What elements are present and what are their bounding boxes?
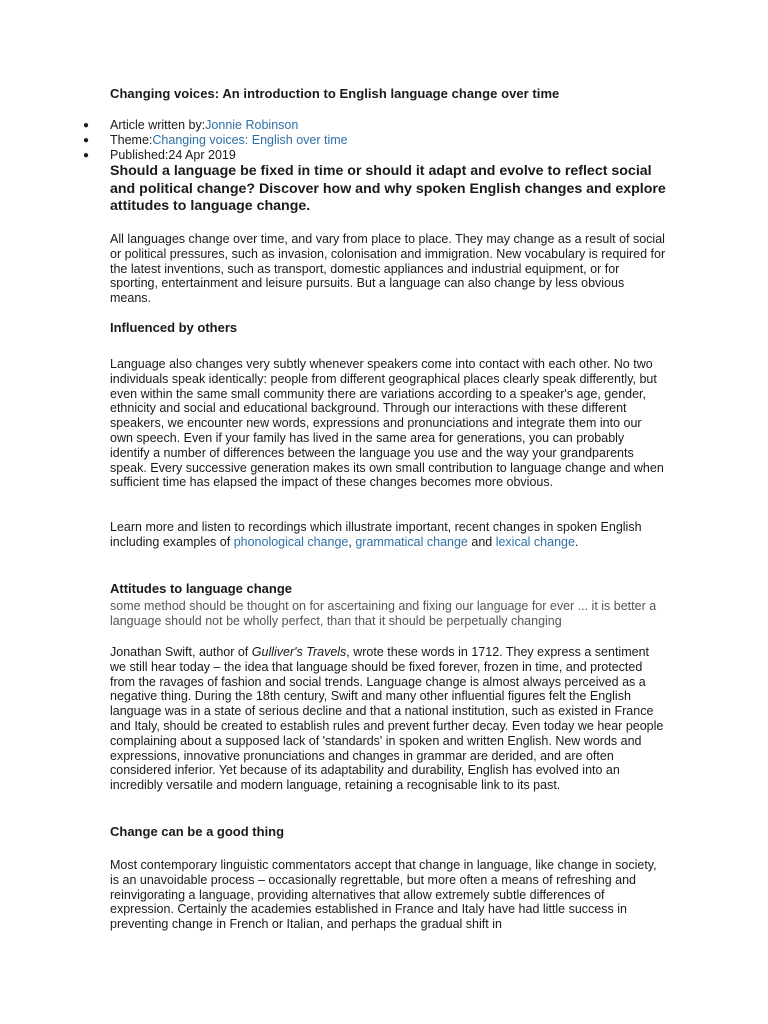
published-date: 24 Apr 2019 xyxy=(168,148,236,162)
book-title: Gulliver's Travels xyxy=(251,645,347,659)
author-link[interactable]: Jonnie Robinson xyxy=(205,118,299,132)
bullet-icon: ● xyxy=(83,120,90,131)
section-heading-influenced: Influenced by others xyxy=(110,320,238,335)
published-label: Published: xyxy=(110,148,169,162)
good-thing-paragraph: Most contemporary linguistic commentators accept that change in language, like change in society, is an unavoidable process – occasionally regrettable, but more often a means of refreshing and reinvigorating a language, providing alternatives that allow extremely subtle differences of expression. Certainly the academies established in France and Italy have had little success in preventing change in French or Italian, and perhaps the gradual shift in xyxy=(110,858,657,932)
meta-published xyxy=(83,148,348,163)
lexical-change-link[interactable]: lexical change xyxy=(495,534,575,549)
article-meta-list xyxy=(83,118,348,163)
article-lead: Should a language be fixed in time or should it adapt and evolve to reflect social and political change? Discover how and why spoken English changes and explore attitudes to language change. xyxy=(110,163,666,214)
separator-text: , xyxy=(348,534,356,549)
period-text: . xyxy=(574,534,579,549)
swift-paragraph xyxy=(110,645,666,793)
swift-intro-text: Jonathan Swift, author of xyxy=(110,645,252,659)
intro-paragraph: All languages change over time, and vary from place to place. They may change as a result of social or political pressures, such as invasion, colonisation and immigration. New vocabulary is required for the latest inventions, such as transport, domestic appliances and industrial equipment, or for sporting, entertainment and leisure pursuits. But a language can also change by less obvious means. xyxy=(110,232,666,306)
section-heading-good-thing: Change can be a good thing xyxy=(110,824,285,839)
author-label: Article written by: xyxy=(110,118,206,132)
meta-author xyxy=(83,118,348,133)
section-heading-attitudes: Attitudes to language change xyxy=(110,581,293,596)
article-title: Changing voices: An introduction to English language change over time xyxy=(110,86,560,101)
bullet-icon: ● xyxy=(83,135,90,146)
learn-more-paragraph xyxy=(110,520,666,550)
bullet-icon: ● xyxy=(83,150,90,161)
grammatical-change-link[interactable]: grammatical change xyxy=(355,534,468,549)
theme-label: Theme: xyxy=(110,133,153,147)
separator-text: and xyxy=(467,534,496,549)
meta-theme xyxy=(83,133,348,148)
theme-link[interactable]: Changing voices: English over time xyxy=(152,133,348,147)
swift-quote: some method should be thought on for ascertaining and fixing our language for ever ... it is better a language should not be wholly perfect, than that it should be perpetually changing xyxy=(110,599,657,628)
swift-body-text: , wrote these words in 1712. They express a sentiment we still hear today – the idea that language should be fixed forever, frozen in time, and protected from the ravages of fashion and social trends. Language change is almost always perceived as a negative thing. During the 18th century, Swift and many other influential figures felt the English language was in a state of serious decline and that a national institution, such as existed in France and Italy, should be created to establish rules and prevent further decay. Even today we hear people complaining about a supposed lack of 'standards' in spoken and written English. New words and expressions, innovative pronunciations and changes in grammar are derided, and are often considered inferior. Yet because of its adaptability and durability, English has evolved into an incredibly versatile and modern language, retaining a recognisable link to its past. xyxy=(110,645,664,793)
influenced-paragraph: Language also changes very subtly whenever speakers come into contact with each other. No two individuals speak identically: people from different geographical places clearly speak differently, but even within the same small community there are variations according to a speaker's age, gender, ethnicity and social and educational background. Through our interactions with these different speakers, we encounter new words, expressions and pronunciations and integrate them into our own speech. Even if your family has lived in the same area for generations, you can probably identify a number of differences between the language you use and the way your grandparents speak. Every successive generation makes its own small contribution to language change and when sufficient time has elapsed the impact of these changes becomes more obvious. xyxy=(110,357,664,490)
phonological-change-link[interactable]: phonological change xyxy=(233,534,349,549)
learn-more-text: Learn more and listen to recordings which illustrate important, recent changes in spoken English including examples of xyxy=(110,520,642,549)
